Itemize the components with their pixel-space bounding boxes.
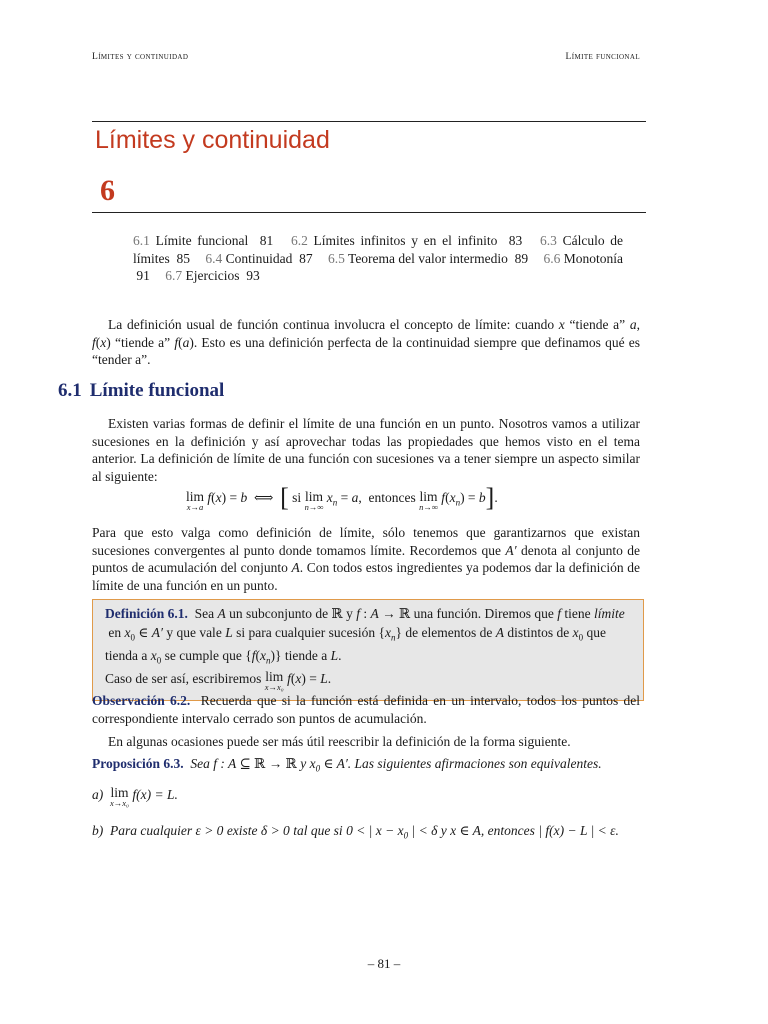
chapter-number: 6 xyxy=(100,174,115,207)
toc-item[interactable]: 6.2 Límites infinitos y en el infinito 83 xyxy=(290,233,523,248)
definition-box: Definición 6.1. Sea A un subconjunto de ℝ y f : A → ℝ una función. Diremos que f tiene límite en $x_0$ ∈ A′ y que vale L si para cualquier sucesión $\{x_n\}$ de elementos de A distintos de $x_0$ que tienda a $x_0$ se cumple que $\{f(x_n)\}$ tiende a L. Caso de ser así, escribiremos lim x→x₀ f(x) = L. xyxy=(92,599,644,701)
proposition-label: Proposición 6.3. xyxy=(92,756,184,771)
toc-item[interactable]: 6.1 Límite funcional 81 xyxy=(133,233,274,248)
chapter-title: Límites y continuidad xyxy=(95,126,330,154)
proposition-item-a: a) lim x→x₀ f(x) = L. xyxy=(92,785,178,808)
section-title: 6.1 Límite funcional xyxy=(58,380,225,401)
observation: Observación 6.2. Recuerda que si la función está definida en un intervalo, todos los puntos del correspondiente intervalo cerrado son puntos de acumulación. xyxy=(92,693,640,726)
limit-formula: lim x→a f(x) = b ⟺ [ si lim n→∞ $x_n = a$, entonces lim n→∞ $f(x_n) = b$]. xyxy=(186,483,498,512)
toc-item[interactable]: 6.3 Cálculo de límites 85 xyxy=(133,233,624,266)
definition-label: Definición 6.1. xyxy=(105,606,188,621)
page-number: – 81 – xyxy=(367,956,401,971)
proposition: Proposición 6.3. Sea f : A ⊆ ℝ → ℝ y $x_0$ ∈ A′. Las siguientes afirmaciones son equivalentes. xyxy=(92,756,602,774)
running-header-left: Límites y continuidad xyxy=(92,52,189,62)
chapter-toc xyxy=(133,232,623,285)
running-header-right: Límite funcional xyxy=(565,52,640,62)
observation-label: Observación 6.2. xyxy=(92,693,191,708)
chapter-top-rule xyxy=(92,121,646,122)
paragraph-2: Para que esto valga como definición de límite, sólo tenemos que garantizarnos que existan sucesiones convergentes al punto donde tomamos límite. Recordemos que A′ denota al conjunto de puntos de acumulación del conjunto A. Con todos estos ingredientes ya podemos dar la definición de límite de una función en un punto. xyxy=(92,525,641,593)
intro-paragraph: La definición usual de función continua involucra el concepto de límite: cuando x “tiende a” a, f(x) “tiende a” f(a). Esto es una definición perfecta de la continuidad siempre que definamos qué es “tender a”. xyxy=(92,317,641,367)
proposition-item-b: b) Para cualquier ε > 0 existe δ > 0 tal que si 0 < | $x - x_0$ | < δ y x ∈ A, entonces | f(x) − L | < ε. xyxy=(92,823,619,841)
toc-item[interactable]: 6.7 Ejercicios 93 xyxy=(165,268,260,283)
toc-item[interactable]: 6.6 Monotonía 91 xyxy=(136,250,624,283)
toc-item[interactable]: 6.5 Teorema del valor intermedio 89 xyxy=(328,250,529,266)
toc-item[interactable]: 6.4 Continuidad 87 xyxy=(205,250,313,266)
paragraph-1: Existen varias formas de definir el límite de una función en un punto. Nosotros vamos a utilizar sucesiones en la definición y así aprovechar todas las propiedades que hemos visto en el tema anterior. La definición de límite de una función con sucesiones va a tener siempre un aspecto similar al siguiente: xyxy=(92,416,640,484)
paragraph-3: En algunas ocasiones puede ser más útil reescribir la definición de la forma siguiente. xyxy=(108,734,571,749)
chapter-bottom-rule xyxy=(92,212,646,213)
